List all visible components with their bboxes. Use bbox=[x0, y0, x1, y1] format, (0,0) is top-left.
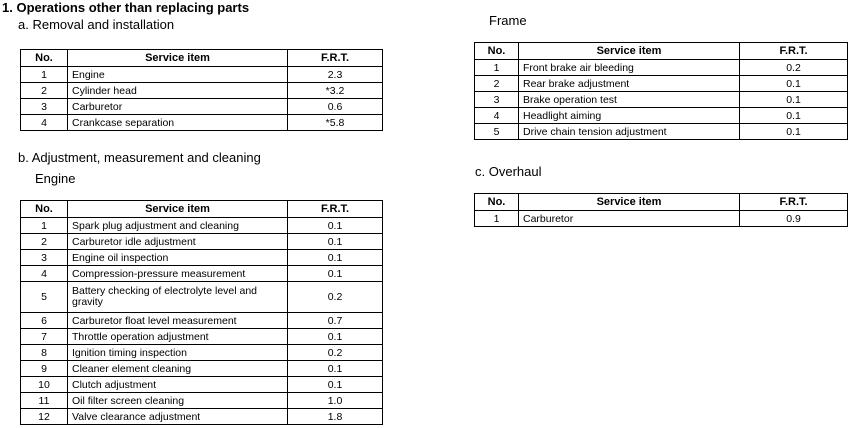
col-no: No. bbox=[21, 50, 68, 67]
row-number: 3 bbox=[475, 92, 519, 108]
row-frt: 0.1 bbox=[288, 218, 383, 234]
section-b-title: b. Adjustment, measurement and cleaning bbox=[18, 150, 261, 165]
col-service-item: Service item bbox=[68, 50, 288, 67]
row-number: 7 bbox=[21, 329, 68, 345]
row-frt: 0.2 bbox=[740, 60, 848, 76]
row-service-item: Throttle operation adjustment bbox=[68, 329, 288, 345]
row-service-item: Clutch adjustment bbox=[68, 377, 288, 393]
col-service-item: Service item bbox=[68, 201, 288, 218]
row-frt: 1.8 bbox=[288, 409, 383, 425]
frame-title: Frame bbox=[489, 13, 527, 28]
row-frt: 1.0 bbox=[288, 393, 383, 409]
table-row bbox=[21, 345, 383, 361]
table-row bbox=[21, 282, 383, 313]
row-number: 2 bbox=[21, 234, 68, 250]
row-service-item: Rear brake adjustment bbox=[519, 76, 740, 92]
table-row bbox=[21, 83, 383, 99]
table-row bbox=[475, 60, 848, 76]
table-row bbox=[475, 124, 848, 140]
row-number: 4 bbox=[475, 108, 519, 124]
table-row bbox=[475, 92, 848, 108]
row-frt: 2.3 bbox=[288, 67, 383, 83]
overhaul-table bbox=[474, 193, 848, 227]
row-frt: 0.1 bbox=[740, 76, 848, 92]
row-number: 5 bbox=[21, 282, 68, 313]
row-service-item: Carburetor idle adjustment bbox=[68, 234, 288, 250]
table-row bbox=[21, 377, 383, 393]
row-frt: 0.9 bbox=[740, 211, 848, 227]
row-number: 10 bbox=[21, 377, 68, 393]
row-service-item: Brake operation test bbox=[519, 92, 740, 108]
table-row bbox=[21, 250, 383, 266]
col-no: No. bbox=[21, 201, 68, 218]
row-service-item: Front brake air bleeding bbox=[519, 60, 740, 76]
table-row bbox=[21, 313, 383, 329]
row-frt: 0.1 bbox=[740, 124, 848, 140]
table-row bbox=[475, 211, 848, 227]
table-body bbox=[21, 67, 383, 131]
row-number: 2 bbox=[475, 76, 519, 92]
row-frt: 0.6 bbox=[288, 99, 383, 115]
row-service-item: Carburetor bbox=[519, 211, 740, 227]
col-service-item: Service item bbox=[519, 43, 740, 60]
table-row bbox=[21, 99, 383, 115]
col-service-item: Service item bbox=[519, 194, 740, 211]
engine-label: Engine bbox=[35, 171, 76, 186]
row-frt: 0.1 bbox=[288, 250, 383, 266]
frame-table bbox=[474, 42, 848, 140]
row-frt: 0.1 bbox=[288, 329, 383, 345]
col-no: No. bbox=[475, 43, 519, 60]
table-row bbox=[21, 361, 383, 377]
row-frt: 0.1 bbox=[740, 92, 848, 108]
row-frt: 0.1 bbox=[288, 266, 383, 282]
row-service-item: Battery checking of electrolyte level and gravity bbox=[68, 282, 288, 313]
row-frt: 0.1 bbox=[288, 361, 383, 377]
row-number: 1 bbox=[475, 60, 519, 76]
row-service-item: Engine oil inspection bbox=[68, 250, 288, 266]
row-number: 3 bbox=[21, 250, 68, 266]
table-row bbox=[475, 76, 848, 92]
table-row bbox=[475, 108, 848, 124]
page-heading: 1. Operations other than replacing parts bbox=[2, 0, 250, 15]
row-frt: 0.7 bbox=[288, 313, 383, 329]
row-number: 1 bbox=[475, 211, 519, 227]
col-frt: F.R.T. bbox=[740, 194, 848, 211]
row-number: 11 bbox=[21, 393, 68, 409]
row-number: 6 bbox=[21, 313, 68, 329]
row-number: 4 bbox=[21, 266, 68, 282]
row-service-item: Carburetor bbox=[68, 99, 288, 115]
col-no: No. bbox=[475, 194, 519, 211]
row-service-item: Crankcase separation bbox=[68, 115, 288, 131]
row-service-item: Cleaner element cleaning bbox=[68, 361, 288, 377]
table-row bbox=[21, 218, 383, 234]
table-row bbox=[21, 393, 383, 409]
row-frt: 0.1 bbox=[288, 377, 383, 393]
table-row bbox=[21, 266, 383, 282]
row-service-item: Compression-pressure measurement bbox=[68, 266, 288, 282]
row-service-item: Engine bbox=[68, 67, 288, 83]
row-service-item: Valve clearance adjustment bbox=[68, 409, 288, 425]
row-number: 1 bbox=[21, 67, 68, 83]
table-body bbox=[475, 60, 848, 140]
table-row bbox=[21, 234, 383, 250]
row-service-item: Cylinder head bbox=[68, 83, 288, 99]
row-service-item: Headlight aiming bbox=[519, 108, 740, 124]
row-number: 3 bbox=[21, 99, 68, 115]
table-body bbox=[475, 211, 848, 227]
col-frt: F.R.T. bbox=[288, 50, 383, 67]
row-frt: 0.2 bbox=[288, 345, 383, 361]
row-service-item: Drive chain tension adjustment bbox=[519, 124, 740, 140]
section-c-title: c. Overhaul bbox=[475, 164, 542, 179]
row-service-item: Spark plug adjustment and cleaning bbox=[68, 218, 288, 234]
col-frt: F.R.T. bbox=[288, 201, 383, 218]
table-row bbox=[21, 409, 383, 425]
row-number: 2 bbox=[21, 83, 68, 99]
removal-installation-table bbox=[20, 49, 383, 131]
row-frt: 0.2 bbox=[288, 282, 383, 313]
row-service-item: Carburetor float level measurement bbox=[68, 313, 288, 329]
table-row bbox=[21, 115, 383, 131]
table-body bbox=[21, 218, 383, 425]
row-service-item: Oil filter screen cleaning bbox=[68, 393, 288, 409]
row-service-item: Ignition timing inspection bbox=[68, 345, 288, 361]
row-number: 4 bbox=[21, 115, 68, 131]
row-number: 12 bbox=[21, 409, 68, 425]
engine-adjustment-table bbox=[20, 200, 383, 425]
row-frt: 0.1 bbox=[288, 234, 383, 250]
col-frt: F.R.T. bbox=[740, 43, 848, 60]
row-frt: *3.2 bbox=[288, 83, 383, 99]
row-number: 5 bbox=[475, 124, 519, 140]
section-a-title: a. Removal and installation bbox=[18, 17, 175, 32]
row-number: 9 bbox=[21, 361, 68, 377]
row-frt: 0.1 bbox=[740, 108, 848, 124]
table-row bbox=[21, 329, 383, 345]
row-frt: *5.8 bbox=[288, 115, 383, 131]
row-number: 8 bbox=[21, 345, 68, 361]
table-row bbox=[21, 67, 383, 83]
row-number: 1 bbox=[21, 218, 68, 234]
